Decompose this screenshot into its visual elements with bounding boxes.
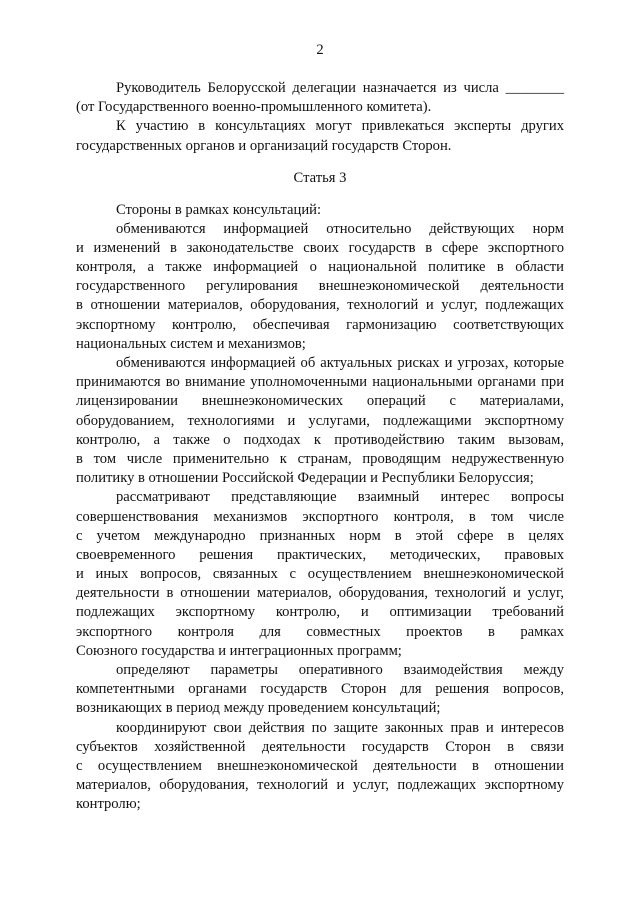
text-line: К участию в консультациях могут привлекаться эксперты других (116, 118, 564, 135)
text-line: совершенствования механизмов экспортного контроля, в том числе (76, 508, 564, 525)
list-intro: Стороны в рамках консультаций: (116, 201, 322, 218)
text-line: контролю; (76, 796, 141, 813)
text-line: экспортного контроля для совместных проектов в рамках (76, 623, 564, 640)
article-heading: Статья 3 (293, 169, 347, 186)
text-line: подлежащих экспортному контролю, и оптимизации требований (76, 604, 564, 621)
text-line: обмениваются информацией относительно действующих норм (116, 220, 564, 237)
text-line: определяют параметры оперативного взаимодействия между (116, 662, 564, 679)
text-line: лицензировании внешнеэкономических операций с материалами, (76, 393, 564, 410)
text-line: Руководитель Белорусской делегации назначается из числа ________ (116, 80, 564, 96)
text-line: контролю, а также о подходах к противодействию таким вызовам, (76, 431, 564, 448)
text-line: (от Государственного военно-промышленного комитета). (76, 99, 432, 116)
text-line: деятельности в отношении материалов, оборудования, технологий и услуг, (76, 585, 564, 602)
text-line: политику в отношении Российской Федерации и Республики Белоруссия; (76, 470, 534, 487)
text-line: в отношении материалов, оборудования, технологий и услуг, подлежащих (76, 297, 564, 314)
text-line: с осуществлением внешнеэкономической деятельности в отношении (76, 757, 564, 774)
text-line: Союзного государства и интеграционных программ; (76, 642, 402, 659)
text-line: и изменений в законодательстве своих государств в сфере экспортного (76, 239, 564, 256)
text-line: национальных систем и механизмов; (76, 335, 306, 352)
text-line: с учетом международно признанных норм в этой сфере в целях (76, 527, 564, 544)
text-line: государственных органов и организаций государств Сторон. (76, 137, 452, 154)
text-line: рассматривают представляющие взаимный интерес вопросы (116, 489, 564, 506)
page-number: 2 (316, 42, 324, 58)
text-line: обмениваются информацией об актуальных рисках и угрозах, которые (116, 355, 564, 372)
text-line: своевременного решения практических, методических, правовых (76, 546, 564, 563)
text-line: возникающих в период между проведением консультаций; (76, 700, 441, 717)
text-line: экспортному контролю, обеспечивая гармонизацию соответствующих (76, 316, 564, 333)
text-line: компетентными органами государств Сторон для решения вопросов, (76, 681, 564, 698)
text-line: и иных вопросов, связанных с осуществлением внешнеэкономической (76, 566, 564, 583)
text-line: государственного регулирования внешнеэкономической деятельности (76, 278, 564, 295)
text-line: материалов, оборудования, технологий и услуг, подлежащих экспортному (76, 777, 564, 794)
text-line: оборудованием, технологиями и услугами, подлежащими экспортному (76, 412, 564, 429)
text-line: контроля, а также информацией о национальной политике в области (76, 259, 564, 276)
text-line: субъектов хозяйственной деятельности государств Сторон в связи (76, 738, 564, 755)
text-line: координируют свои действия по защите законных прав и интересов (116, 719, 564, 736)
text-line: принимаются во внимание уполномоченными национальными органами при (76, 374, 564, 391)
text-line: в том числе применительно к странам, проводящим недружественную (76, 450, 564, 467)
document-body (76, 79, 564, 815)
